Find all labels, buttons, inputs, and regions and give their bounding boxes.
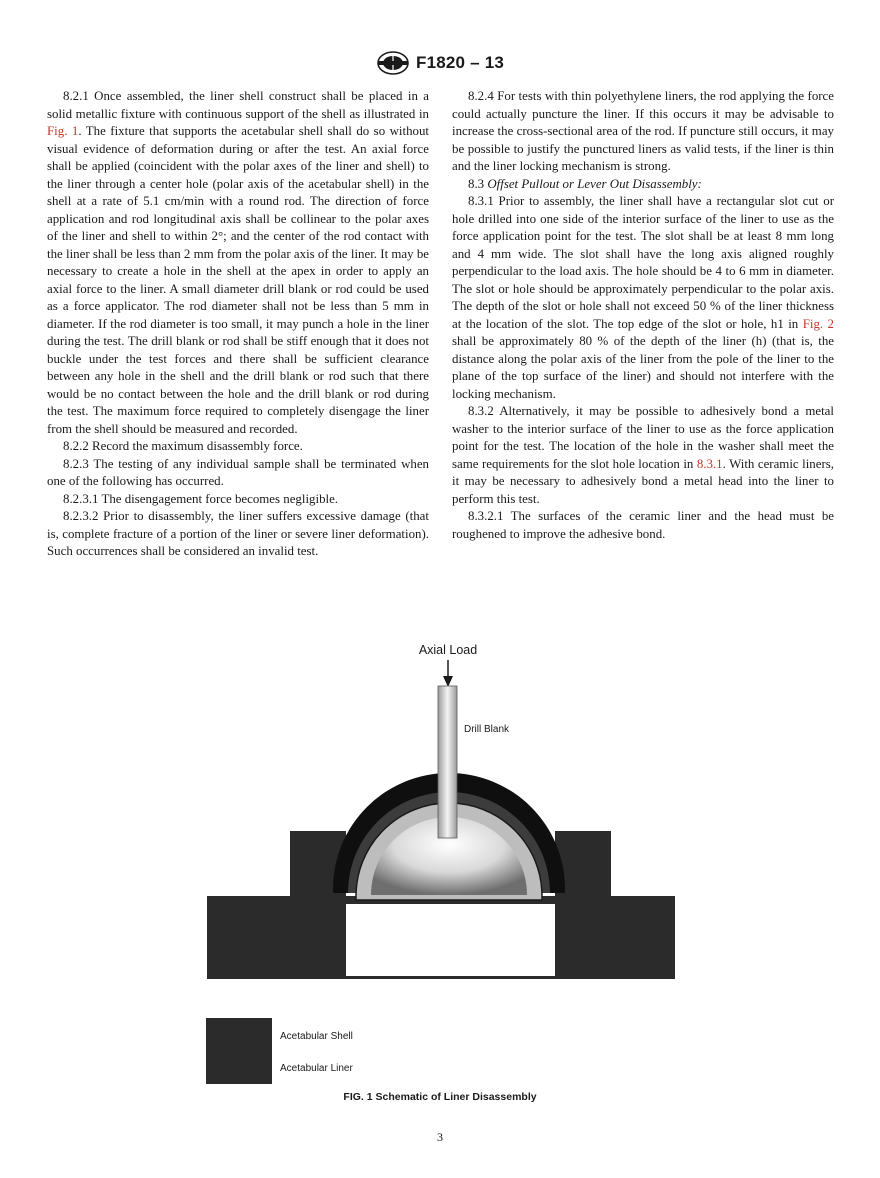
text-run: 8.3.2 Alternatively, it may be possible to adhesively bond a metal washer to the interior surface of the liner to use as the force application point for the test. The location of the hole in the washer shall meet the same requirements for the slot hole location in bbox=[452, 404, 834, 471]
right-column-paragraph bbox=[452, 508, 834, 543]
right-column-paragraph bbox=[452, 403, 834, 508]
standard-designation: F1820 – 13 bbox=[415, 53, 504, 72]
legend-swatch-shell bbox=[206, 1018, 272, 1052]
cross-reference-link[interactable]: Fig. 2 bbox=[802, 316, 834, 331]
liner-disassembly-schematic bbox=[0, 636, 880, 1116]
cross-reference-link[interactable]: Fig. 1 bbox=[47, 124, 79, 138]
text-run: . The fixture that supports the acetabular shell shall do so without visual evidence of deformation during or after the test. An axial force shall be applied (coincident with the polar axes of the liner and shell) to the liner through a center hole (polar axis of the acetabular shell) in the shell at a rate of 5.1 cm/min with a round rod. The direction of force application and rod longitudinal axis shall be collinear to the polar axes of the liner and shell to within 2°; and the center of the rod contact with the liner shall be less than 2 mm from the polar axis of the liner. It may be necessary to create a hole in the shell at the apex in order to apply an axial force to the liner. A small diameter drill blank or rod could be used as a force applicator. The rod diameter shall not be less than 5 mm in diameter. If the rod diameter is too small, it may punch a hole in the liner during the test. The drill blank or rod shall be stiff enough that it does not buckle under the test forces and there shall be sufficient clearance between any hole in the shell and the drill blank or rod such that there would be no contact between the hole and the drill blank or rod during the test. The maximum force required to completely disengage the liner from the shell should be measured and recorded. bbox=[47, 124, 430, 436]
text-run: 8.2.4 For tests with thin polyethylene liners, the rod applying the force could actually puncture the liner. If this occurs it may be advisable to increase the cross-sectional area of the rod. If puncture still occurs, it may be possible to justify the punctured liners as valid tests, if the liner is thin and the liner locking mechanism is strong. bbox=[452, 89, 834, 173]
legend-label-shell: Acetabular Shell bbox=[280, 1031, 353, 1042]
axial-load-label: Axial Load bbox=[418, 643, 478, 657]
drill-blank-rod bbox=[438, 686, 457, 838]
text-run: 8.2.3 The testing of any individual sample shall be terminated when one of the following has occurred. bbox=[47, 456, 429, 488]
text-run: 8.2.3.2 Prior to disassembly, the liner suffers excessive damage (that is, complete fracture of a portion of the liner or severe liner deformation). Such occurrences shall be considered an invalid test. bbox=[47, 509, 429, 558]
legend-swatch-liner bbox=[206, 1050, 272, 1084]
figure-caption: FIG. 1 Schematic of Liner Disassembly bbox=[343, 1091, 537, 1103]
section-heading-text: Offset Pullout or Lever Out Disassembly: bbox=[487, 176, 702, 191]
astm-logo-icon bbox=[376, 51, 410, 75]
fixture-right-wall bbox=[555, 831, 611, 906]
figure-1 bbox=[0, 636, 880, 1116]
left-column-paragraph bbox=[47, 508, 429, 561]
text-run: 8.3 bbox=[468, 176, 488, 191]
text-run: 8.3.2.1 The surfaces of the ceramic liner and the head must be roughened to improve the adhesive bond. bbox=[452, 509, 834, 541]
text-run: 8.2.2 Record the maximum disassembly force. bbox=[63, 439, 303, 453]
page-header bbox=[0, 50, 880, 76]
left-column-paragraph bbox=[47, 88, 429, 438]
right-column-paragraph bbox=[452, 176, 834, 194]
right-column-paragraph bbox=[452, 193, 834, 403]
fixture-cavity bbox=[346, 904, 555, 976]
page-number: 3 bbox=[437, 1130, 443, 1144]
drill-blank-label: Drill Blank bbox=[464, 724, 510, 735]
text-run: 8.2.1 Once assembled, the liner shell construct shall be placed in a solid metallic fixture with continuous support of the shell as illustrated in bbox=[47, 89, 429, 121]
left-column-paragraph bbox=[47, 456, 429, 491]
left-column-paragraph bbox=[47, 491, 429, 509]
right-column-paragraph bbox=[452, 88, 834, 176]
load-arrow-head bbox=[443, 676, 453, 687]
text-run: 8.3.1 Prior to assembly, the liner shall have a rectangular slot cut or hole drilled into one side of the interior surface of the liner to use as the force application point for the test. The slot shall be at least 8 mm long and 4 mm wide. The slot shall have the long axis aligned roughly perpendicular to the load axis. The hole should be 4 to 6 mm in diameter. The slot or hole should be approximately perpendicular to the polar axis. The depth of the slot or hole shall not exceed 50 % of the liner thickness at the location of the slot. The top edge of the slot or hole, h1 in bbox=[452, 194, 834, 331]
right-text-column bbox=[452, 88, 834, 543]
text-run: shall be approximately 80 % of the depth of the liner (h) (that is, the distance along the polar axis of the liner from the pole of the liner to the plane of the top surface of the liner) and should not interfere with the locking mechanism. bbox=[452, 334, 834, 401]
text-run: 8.2.3.1 The disengagement force becomes negligible. bbox=[63, 491, 339, 506]
left-text-column bbox=[47, 88, 429, 561]
text-run: . With ceramic liners, it may be necessary to adhesively bond a metal head into the liner to perform this test. bbox=[452, 456, 834, 506]
left-column-paragraph bbox=[47, 438, 429, 456]
legend-label-liner: Acetabular Liner bbox=[280, 1063, 353, 1074]
cross-reference-link[interactable]: 8.3.1 bbox=[696, 456, 723, 471]
